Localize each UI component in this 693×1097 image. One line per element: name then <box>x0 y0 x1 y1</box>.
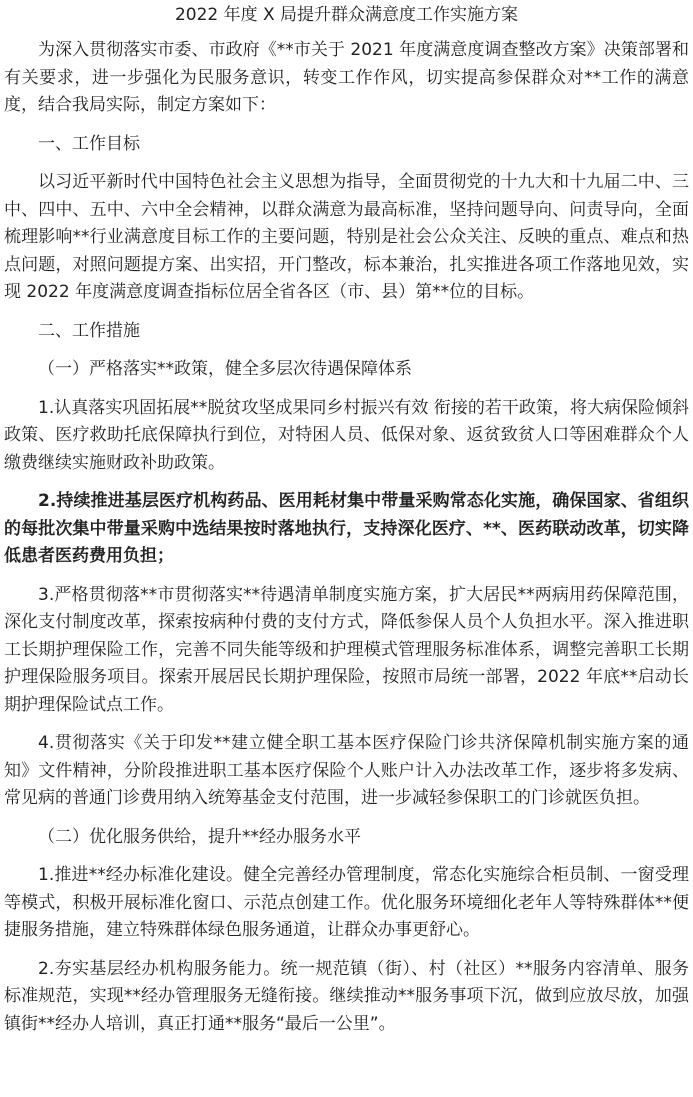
intro-paragraph: 为深入贯彻落实市委、市政府《**市关于 2021 年度满意度调查整改方案》决策部署和有关要求，进一步强化为民服务意识，转变工作作风，切实提高参保群众对**工作的满意度，结合我局实际，制定方案如下： <box>4 40 689 115</box>
policy-item-1: 1.认真落实巩固拓展**脱贫攻坚成果同乡村振兴有效 衔接的若干政策，将大病保险倾斜政策、医疗救助托底保障执行到位，对特困人员、低保对象、返贫致贫人口等困难群众个人缴费继续实施财政补助政策。 <box>4 397 689 473</box>
subsection-heading-service: （二）优化服务供给，提升**经办服务水平 <box>38 826 361 847</box>
goals-paragraph: 以习近平新时代中国特色社会主义思想为指导，全面贯彻党的十九大和十九届二中、三中、四中、五中、六中全会精神，以群众满意为最高标准，坚持问题导向、问责导向，全面梳理影响**行业满意度目标工作的主要问题，特别是社会公众关注、反映的重点、难点和热点问题，对照问题提方案、出实招，开门整改，标本兼治，扎实推进各项工作落地见效，实现 2022 年度满意度调查指标位居全省各区（市、县）第**位的目标。 <box>4 172 689 302</box>
document-title: 2022 年度 X 局提升群众满意度工作实施方案 <box>174 5 519 25</box>
policy-item-4: 4.贯彻落实《关于印发**建立健全职工基本医疗保险门诊共济保障机制实施方案的通知》文件精神，分阶段推进职工基本医疗保险个人账户计入办法改革工作，逐步将多发病、常见病的普通门诊费用纳入统筹基金支付范围，进一步减轻参保职工的门诊就医负担。 <box>4 733 689 808</box>
policy-item-2: 2.持续推进基层医疗机构药品、医用耗材集中带量采购常态化实施，确保国家、省组织的每批次集中带量采购中选结果按时落地执行，支持深化医疗、**、医药联动改革，切实降低患者医药费用负担； <box>4 491 689 566</box>
subsection-heading-policy: （一）严格落实**政策，健全多层次待遇保障体系 <box>38 359 412 379</box>
section-heading-measures: 二、工作措施 <box>38 320 140 341</box>
service-item-2: 2.夯实基层经办机构服务能力。统一规范镇（街）、村（社区）**服务内容清单、服务标准规范，实现**经办管理服务无缝衔接。继续推动**服务事项下沉，做到应放尽放，加强镇街**经办人培训，真正打通**服务“最后一公里”。 <box>4 958 689 1034</box>
policy-item-3: 3.严格贯彻落**市贯彻落实**待遇清单制度实施方案，扩大居民**两病用药保障范围，深化支付制度改革，探索按病种付费的支付方式，降低参保人员个人负担水平。深入推进职工长期护理保险工作，完善不同失能等级和护理模式管理服务标准体系，调整完善职工长期护理保险服务项目。探索开展居民长期护理保险，按照市局统一部署，2022 年底**启动长期护理保险试点工作。 <box>4 584 689 715</box>
service-item-1: 1.推进**经办标准化建设。健全完善经办管理制度，常态化实施综合柜员制、一窗受理等模式，积极开展标准化窗口、示范点创建工作。优化服务环境细化老年人等特殊群体**便捷服务措施，建立特殊群体绿色服务通道，让群众办事更舒心。 <box>4 865 689 940</box>
section-heading-goals: 一、工作目标 <box>38 133 140 154</box>
